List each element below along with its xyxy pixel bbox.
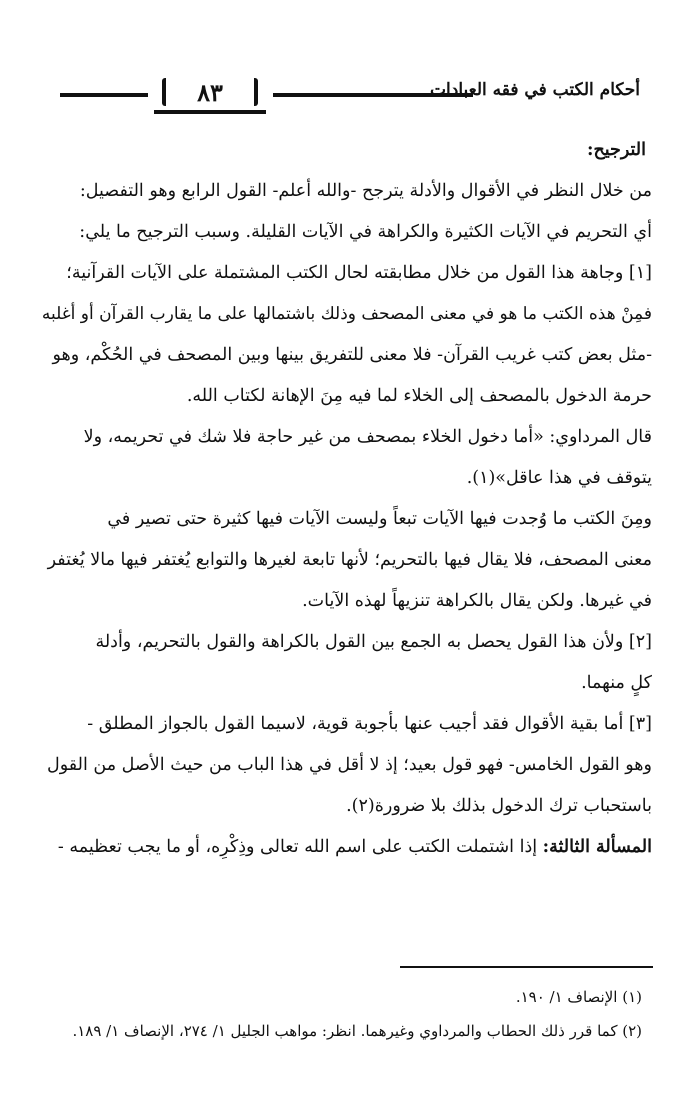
body-line: في غيرها. ولكن يقال بالكراهة تنزيهاً لهذه الآيات. <box>302 591 652 611</box>
footnote: (١) الإنصاف ١/ ١٩٠. <box>515 988 642 1006</box>
body-line: وهو القول الخامس- فهو قول بعيد؛ إذ لا أقل في هذا الباب من حيث الأصل من القول <box>47 755 652 775</box>
footnote-separator <box>400 966 653 968</box>
footnote: (٢) كما قرر ذلك الحطاب والمرداوي وغيرهما. انظر: مواهب الجليل ١/ ٢٧٤، الإنصاف ١/ ١٨٩. <box>72 1022 642 1040</box>
body-line: معنى المصحف، فلا يقال فيها بالتحريم؛ لأنها تابعة لغيرها والتوابع يُغتفر فيها مالا يُغتفر <box>47 550 652 570</box>
body-line: [٢] ولأن هذا القول يحصل به الجمع بين القول بالكراهة والقول بالتحريم، وأدلة <box>95 632 652 652</box>
body-line: [١] وجاهة هذا القول من خلال مطابقته لحال الكتب المشتملة على الآيات القرآنية؛ <box>66 263 652 283</box>
body-line: أي التحريم في الآيات الكثيرة والكراهة في الآيات القليلة. وسبب الترجيح ما يلي: <box>79 222 652 242</box>
issue-three-label: المسألة الثالثة: <box>542 837 652 857</box>
body-text <box>42 130 652 868</box>
page-header <box>60 76 640 116</box>
body-line: قال المرداوي: «أما دخول الخلاء بمصحف من غير حاجة فلا شك في تحريمه، ولا <box>83 427 652 447</box>
body-line: ومِنَ الكتب ما وُجدت فيها الآيات تبعاً وليست الآيات فيها كثيرة حتى تصير في <box>107 509 652 529</box>
body-line: كلٍ منهما. <box>581 673 652 693</box>
issue-three-text: إذا اشتملت الكتب على اسم الله تعالى وذِكْرِه، أو ما يجب تعظيمه - <box>57 837 543 857</box>
body-line: يتوقف في هذا عاقل»(١). <box>466 468 652 488</box>
page-number-box <box>154 76 266 114</box>
body-line-issue-three <box>42 827 652 868</box>
body-line: حرمة الدخول بالمصحف إلى الخلاء لما فيه مِنَ الإهانة لكتاب الله. <box>186 386 652 406</box>
body-line: [٣] أما بقية الأقوال فقد أجيب عنها بأجوبة قوية، لاسيما القول بالجواز المطلق - <box>87 714 652 734</box>
footnotes <box>42 980 654 1048</box>
header-rule-left <box>60 93 148 97</box>
body-line: باستحباب ترك الدخول بذلك بلا ضرورة(٢). <box>346 796 652 816</box>
body-line: من خلال النظر في الأقوال والأدلة يترجح -والله أعلم- القول الرابع وهو التفصيل: <box>79 181 652 201</box>
body-line: فمِنْ هذه الكتب ما هو في معنى المصحف وذلك باشتمالها على ما يقارب القرآن أو أغلبه <box>41 304 652 324</box>
section-heading: الترجيح: <box>587 140 646 160</box>
body-line: -مثل بعض كتب غريب القرآن- فلا معنى للتفريق بينها وبين المصحف في الحُكْم، وهو <box>52 345 652 365</box>
page-number: ٨٣ <box>197 78 223 107</box>
running-title: أحكام الكتب في فقه العبادات <box>430 80 640 100</box>
